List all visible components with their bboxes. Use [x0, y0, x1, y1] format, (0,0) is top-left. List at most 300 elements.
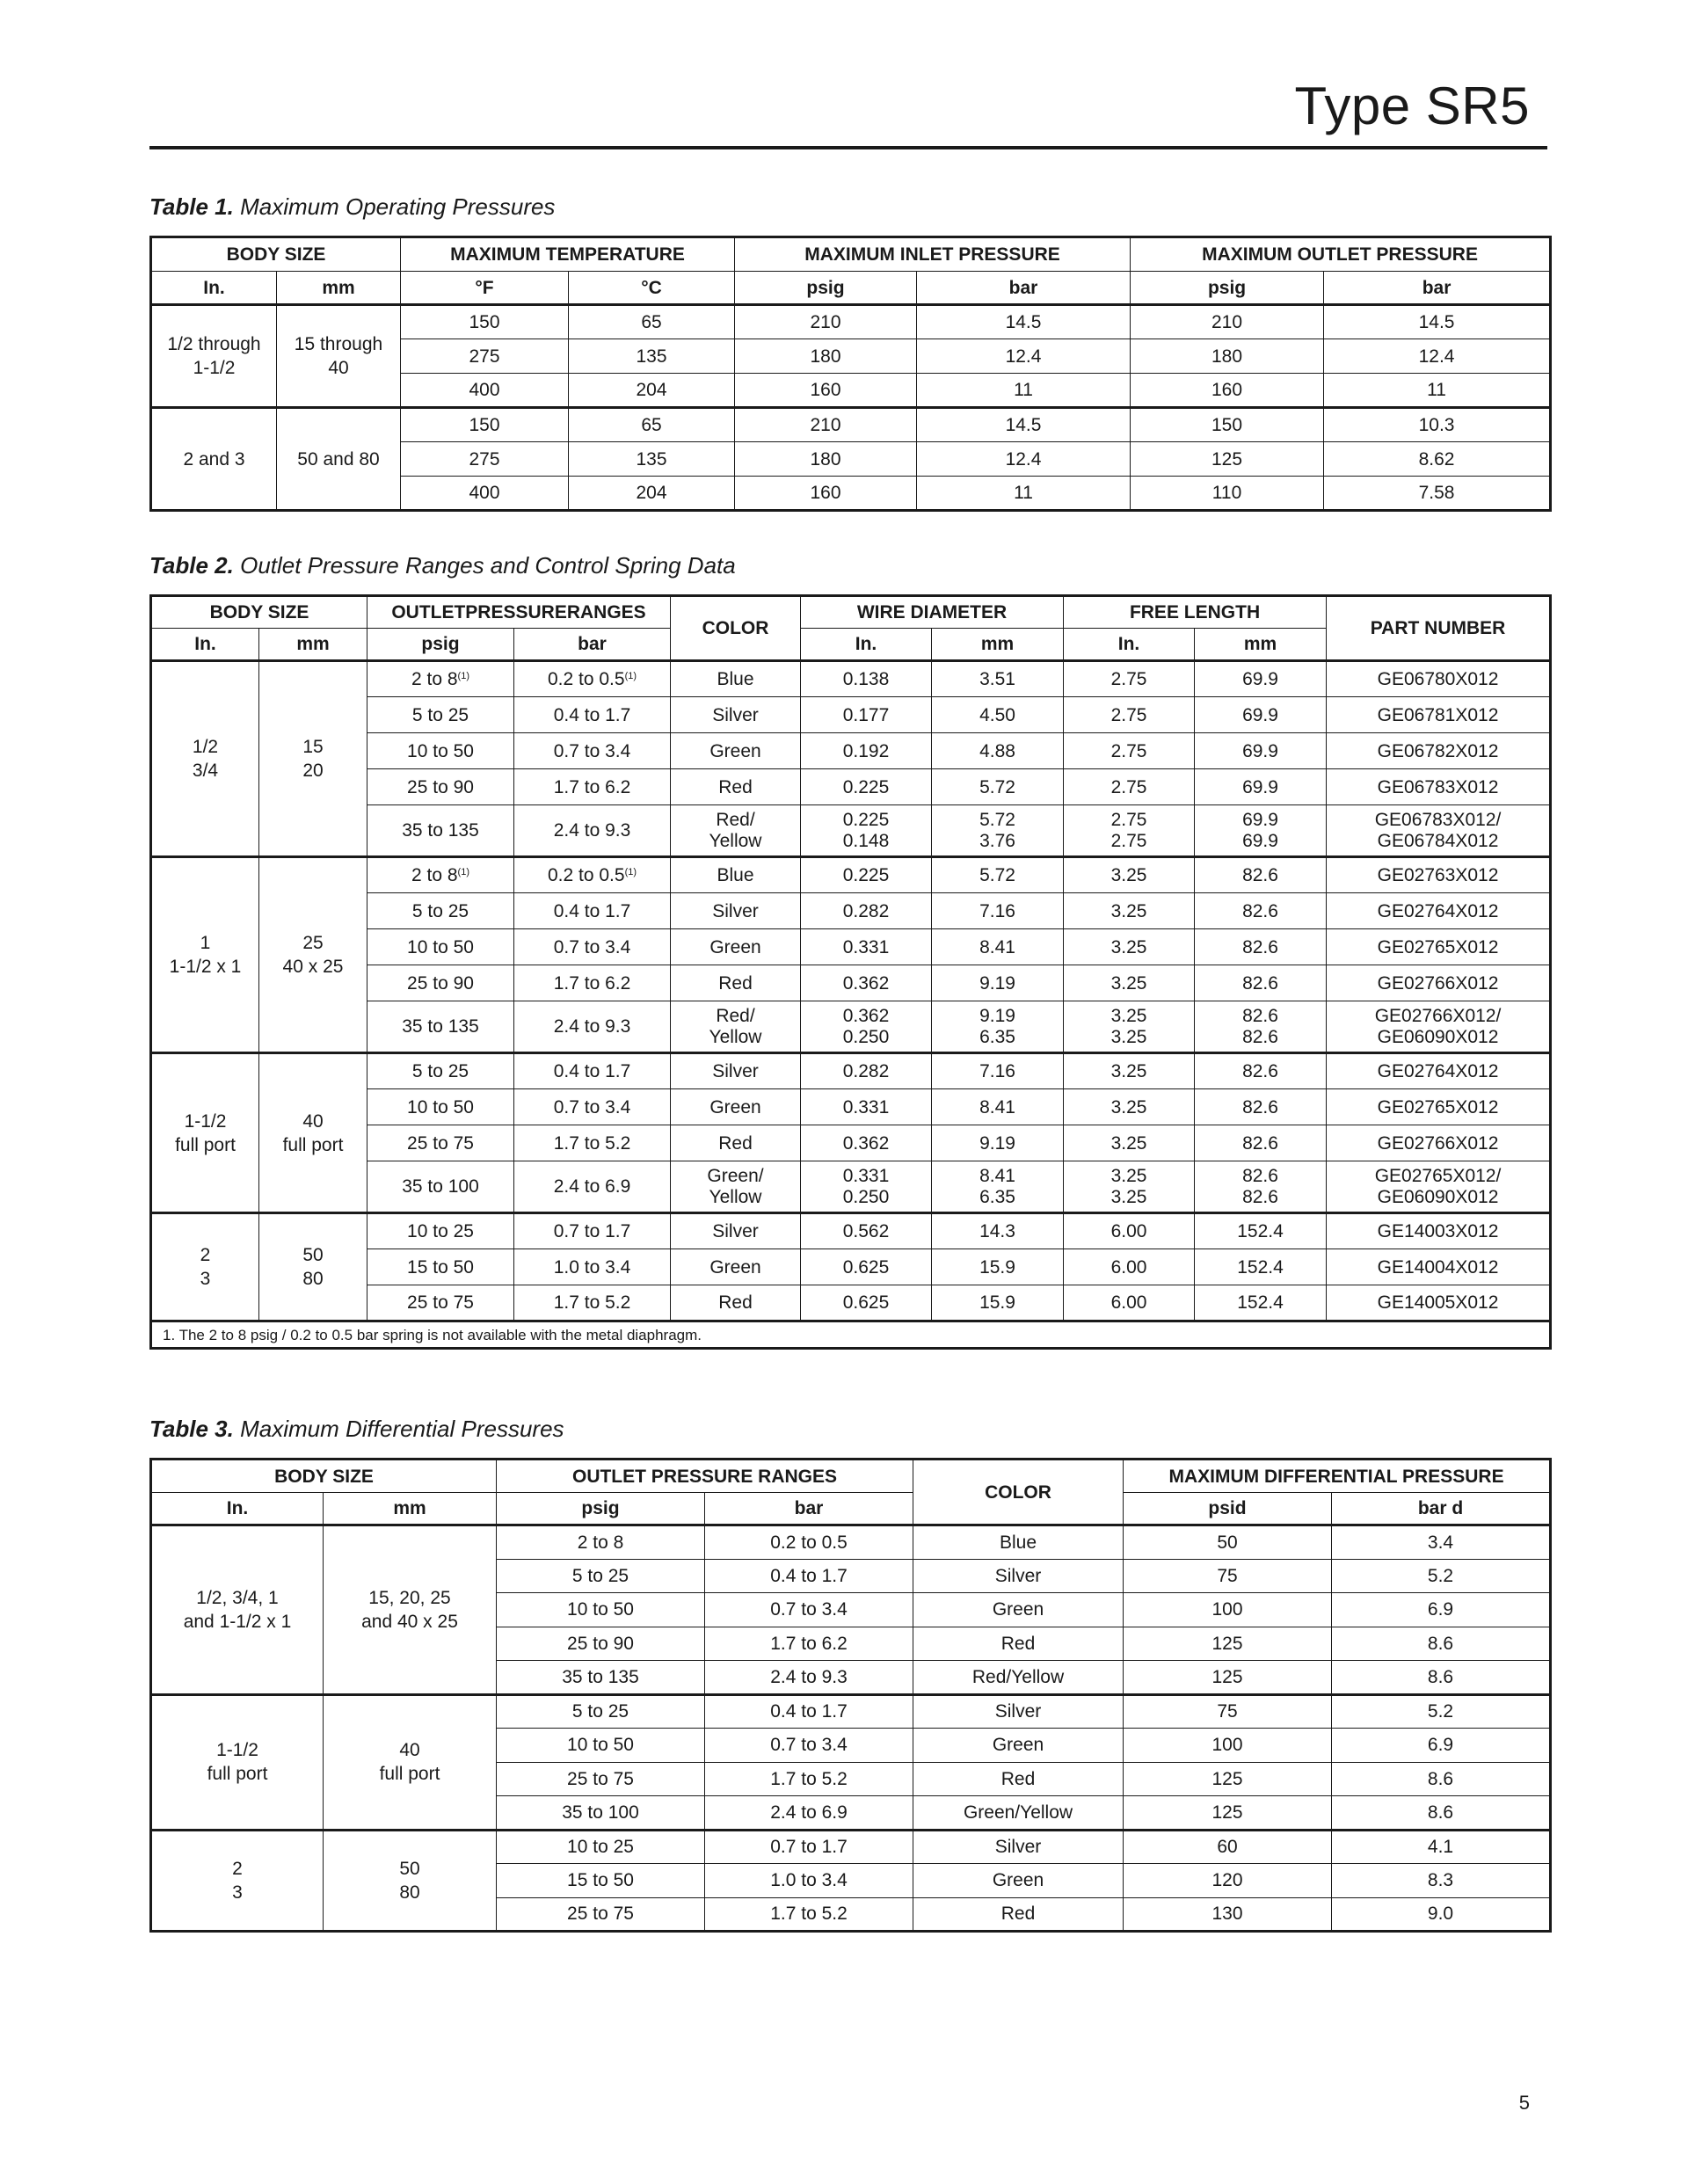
t2-cell-bar	[514, 965, 671, 1001]
t1-cell-temp-c: 204	[569, 374, 735, 408]
t1-cell-outlet-bar: 8.62	[1324, 442, 1551, 477]
t3-cell-bar: 2.4 to 6.9	[705, 1796, 913, 1831]
t2-cell-wire-mm-text: 9.19	[979, 1132, 1015, 1154]
t2-cell-wire-mm-text: 9.19 6.35	[979, 1005, 1015, 1047]
t2-cell-bar	[514, 805, 671, 857]
t2-cell-color	[671, 1125, 801, 1161]
t2-cell-color	[671, 769, 801, 805]
t2-unit-wire-in: In.	[801, 629, 932, 661]
t2-header-wire-diameter: WIRE DIAMETER	[801, 596, 1064, 629]
t1-cell-temp-c: 65	[569, 305, 735, 339]
t1-cell-inlet-bar: 14.5	[917, 408, 1131, 442]
t2-cell-part-number	[1327, 965, 1551, 1001]
t3-cell-color: Red/Yellow	[913, 1661, 1124, 1695]
t1-header-max-outlet-pressure: MAXIMUM OUTLET PRESSURE	[1131, 237, 1551, 272]
t2-cell-length-in	[1064, 1285, 1195, 1321]
t2-cell-color-text: Red/ Yellow	[709, 1005, 762, 1047]
t1-cell-outlet-psig: 110	[1131, 477, 1324, 511]
t1-cell-outlet-bar: 12.4	[1324, 339, 1551, 374]
t1-cell-temp-c: 65	[569, 408, 735, 442]
t2-cell-psig	[367, 965, 514, 1001]
t3-cell-bar: 1.7 to 6.2	[705, 1627, 913, 1661]
t3-cell-color: Green	[913, 1729, 1124, 1763]
t2-cell-bar-text: 2.4 to 9.3	[553, 1016, 631, 1037]
t2-cell-wire-mm-text: 4.50	[979, 704, 1015, 725]
t2-cell-length-mm	[1195, 1001, 1327, 1053]
t2-cell-wire-in-text: 0.138	[842, 669, 890, 689]
page-number: 5	[1518, 2092, 1530, 2114]
t2-cell-color	[671, 893, 801, 929]
t2-cell-length-mm-text: 69.9	[1242, 776, 1278, 797]
t1-cell-outlet-psig: 125	[1131, 442, 1324, 477]
t2-cell-wire-in-text: 0.177	[842, 704, 890, 725]
t3-cell-bar: 2.4 to 9.3	[705, 1661, 913, 1695]
t3-cell-psig: 10 to 25	[497, 1830, 705, 1864]
t2-cell-wire-in-text: 0.625	[842, 1292, 890, 1313]
t2-cell-part-number-text: GE14003X012	[1377, 1221, 1499, 1241]
t2-cell-part-number-text: GE02764X012	[1377, 900, 1499, 921]
t2-cell-color	[671, 929, 801, 965]
t3-cell-psid: 125	[1124, 1762, 1332, 1796]
t3-cell-psid: 60	[1124, 1830, 1332, 1864]
t2-cell-bar-text: 0.7 to 3.4	[553, 936, 631, 957]
footnote-marker: (1)	[624, 867, 637, 877]
t2-cell-wire-mm-text: 14.3	[979, 1221, 1015, 1241]
table2-outlet-pressure-ranges-spring-data	[149, 594, 1552, 1350]
t2-cell-wire-in	[801, 805, 932, 857]
t2-cell-length-in-text: 6.00	[1110, 1221, 1147, 1241]
t2-cell-wire-in	[801, 1249, 932, 1285]
t2-cell-wire-mm-text: 8.41	[979, 1096, 1015, 1117]
t2-body-size-in: 2 3	[151, 1213, 259, 1321]
t2-cell-length-in	[1064, 1249, 1195, 1285]
t2-cell-psig	[367, 1161, 514, 1213]
table1-title: Maximum Operating Pressures	[240, 193, 556, 220]
t2-cell-length-in	[1064, 857, 1195, 893]
table-row	[151, 1830, 1551, 1864]
t3-cell-psig: 25 to 75	[497, 1762, 705, 1796]
t2-cell-length-in-text: 2.75	[1110, 704, 1147, 725]
t1-cell-outlet-bar: 11	[1324, 374, 1551, 408]
t2-cell-wire-mm	[932, 1285, 1064, 1321]
t3-cell-color: Red	[913, 1897, 1124, 1932]
t2-cell-psig	[367, 769, 514, 805]
t3-cell-bar: 0.4 to 1.7	[705, 1694, 913, 1729]
table1-caption	[149, 193, 555, 221]
header-rule	[149, 146, 1547, 149]
t3-cell-color: Blue	[913, 1525, 1124, 1560]
t2-cell-length-mm	[1195, 1285, 1327, 1321]
t2-cell-length-in	[1064, 805, 1195, 857]
t2-cell-length-in-text: 3.25	[1110, 900, 1147, 921]
t2-cell-color-text: Green	[709, 740, 761, 761]
footnote-marker: (1)	[624, 671, 637, 681]
t2-cell-color	[671, 661, 801, 697]
t2-header-outlet-pressure-ranges: OUTLETPRESSURERANGES	[367, 596, 671, 629]
t2-cell-color-text: Green	[709, 936, 761, 957]
t2-cell-length-mm-text: 82.6	[1242, 936, 1278, 957]
t3-cell-bar-d: 9.0	[1332, 1897, 1551, 1932]
t2-cell-color	[671, 733, 801, 769]
t3-cell-bar-d: 6.9	[1332, 1593, 1551, 1627]
t2-cell-length-mm-text: 82.6 82.6	[1242, 1165, 1278, 1207]
t2-cell-wire-mm	[932, 1089, 1064, 1125]
t2-cell-part-number-text: GE02763X012	[1377, 865, 1499, 885]
t2-cell-part-number	[1327, 697, 1551, 733]
t3-cell-color: Green	[913, 1593, 1124, 1627]
t2-cell-color	[671, 965, 801, 1001]
t2-cell-length-mm-text: 82.6	[1242, 1096, 1278, 1117]
t2-cell-wire-in	[801, 929, 932, 965]
t1-cell-outlet-bar: 14.5	[1324, 305, 1551, 339]
t1-cell-temp-f: 400	[401, 477, 569, 511]
t2-cell-bar	[514, 929, 671, 965]
t2-cell-wire-mm	[932, 893, 1064, 929]
t1-body-size-in: 2 and 3	[151, 408, 277, 511]
document-title: Type SR5	[1294, 76, 1530, 135]
t2-cell-length-mm	[1195, 805, 1327, 857]
t2-cell-wire-mm-text: 7.16	[979, 1061, 1015, 1081]
t3-cell-color: Red	[913, 1762, 1124, 1796]
t3-body-size-in: 1/2, 3/4, 1 and 1-1/2 x 1	[151, 1525, 324, 1695]
t2-cell-psig-text: 35 to 100	[402, 1176, 479, 1197]
t2-cell-color	[671, 1053, 801, 1089]
t2-cell-color-text: Silver	[712, 1061, 759, 1081]
t2-cell-length-mm-text: 82.6	[1242, 900, 1278, 921]
t3-cell-color: Green/Yellow	[913, 1796, 1124, 1831]
t1-unit-outlet-psig: psig	[1131, 272, 1324, 305]
t2-cell-wire-in	[801, 893, 932, 929]
t2-cell-wire-in-text: 0.362	[842, 1132, 890, 1154]
t2-cell-length-in	[1064, 1001, 1195, 1053]
t2-cell-length-in-text: 3.25	[1110, 865, 1147, 885]
t2-cell-length-in-text: 3.25	[1110, 1096, 1147, 1117]
t2-cell-length-in-text: 6.00	[1110, 1256, 1147, 1278]
t2-cell-wire-mm-text: 5.72	[979, 776, 1015, 797]
t2-cell-bar-text: 1.7 to 6.2	[553, 972, 631, 994]
t1-unit-in: In.	[151, 272, 277, 305]
t3-cell-bar-d: 8.6	[1332, 1627, 1551, 1661]
t2-cell-length-mm	[1195, 1161, 1327, 1213]
t2-unit-in: In.	[151, 629, 259, 661]
t2-cell-length-mm	[1195, 697, 1327, 733]
t2-cell-bar	[514, 661, 671, 697]
t2-cell-color-text: Silver	[712, 900, 759, 921]
t2-cell-color	[671, 805, 801, 857]
t2-cell-wire-in	[801, 1125, 932, 1161]
t1-cell-inlet-bar: 14.5	[917, 305, 1131, 339]
t3-cell-psig: 15 to 50	[497, 1864, 705, 1898]
t2-cell-color-text: Red	[718, 776, 753, 797]
t2-cell-wire-in-text: 0.362 0.250	[842, 1005, 890, 1047]
t2-cell-part-number-text: GE06783X012	[1377, 776, 1499, 797]
t1-unit-c: °C	[569, 272, 735, 305]
t2-cell-psig-text: 15 to 50	[407, 1256, 474, 1278]
t3-cell-psig: 2 to 8	[497, 1525, 705, 1560]
t2-cell-length-mm	[1195, 661, 1327, 697]
table3-maximum-differential-pressures	[149, 1458, 1552, 1933]
t1-cell-temp-c: 204	[569, 477, 735, 511]
t2-cell-bar	[514, 1213, 671, 1249]
t2-cell-wire-mm-text: 5.72	[979, 865, 1015, 885]
t2-cell-length-mm	[1195, 965, 1327, 1001]
t2-cell-wire-in-text: 0.225	[842, 776, 890, 797]
t2-header-body-size: BODY SIZE	[151, 596, 367, 629]
t2-cell-length-mm-text: 69.9	[1242, 669, 1278, 689]
t2-cell-color-text: Green/ Yellow	[707, 1165, 764, 1207]
t2-unit-mm: mm	[259, 629, 367, 661]
t3-cell-psid: 130	[1124, 1897, 1332, 1932]
t2-cell-part-number	[1327, 929, 1551, 965]
t2-cell-part-number-text: GE06780X012	[1377, 669, 1499, 689]
t2-cell-psig-text: 25 to 90	[407, 972, 474, 994]
t2-body-size-in: 1 1-1/2 x 1	[151, 857, 259, 1053]
t2-cell-wire-mm	[932, 805, 1064, 857]
t1-unit-f: °F	[401, 272, 569, 305]
t3-unit-psig: psig	[497, 1493, 705, 1525]
t2-cell-bar	[514, 769, 671, 805]
t2-cell-length-mm	[1195, 1053, 1327, 1089]
t2-cell-wire-in	[801, 1285, 932, 1321]
t2-cell-wire-in	[801, 1089, 932, 1125]
t2-cell-length-mm	[1195, 769, 1327, 805]
t1-cell-inlet-bar: 12.4	[917, 442, 1131, 477]
t2-cell-length-mm	[1195, 733, 1327, 769]
t1-body-size-in: 1/2 through 1-1/2	[151, 305, 277, 408]
t2-cell-bar	[514, 857, 671, 893]
t1-cell-inlet-bar: 11	[917, 374, 1131, 408]
t2-cell-part-number	[1327, 661, 1551, 697]
t2-cell-length-in	[1064, 1125, 1195, 1161]
t2-cell-length-mm	[1195, 929, 1327, 965]
t2-cell-psig-text: 35 to 135	[402, 819, 479, 841]
t2-cell-length-in-text: 6.00	[1110, 1292, 1147, 1313]
t2-cell-bar	[514, 1161, 671, 1213]
t2-cell-wire-mm	[932, 661, 1064, 697]
t2-cell-psig-text: 5 to 25	[411, 1061, 469, 1081]
t2-cell-wire-mm-text: 4.88	[979, 740, 1015, 761]
t1-cell-temp-f: 400	[401, 374, 569, 408]
t2-cell-length-in	[1064, 1053, 1195, 1089]
table3-caption	[149, 1416, 564, 1443]
t2-cell-part-number-text: GE06782X012	[1377, 740, 1499, 761]
t2-cell-length-in-text: 3.25	[1110, 936, 1147, 957]
t3-cell-psig: 25 to 75	[497, 1897, 705, 1932]
t2-cell-part-number-text: GE06783X012/ GE06784X012	[1374, 809, 1502, 851]
t2-cell-psig-text: 5 to 25	[411, 704, 469, 725]
t2-cell-wire-in-text: 0.282	[842, 1061, 890, 1081]
t3-cell-psid: 100	[1124, 1593, 1332, 1627]
t2-body-size-mm: 15 20	[259, 661, 367, 857]
t2-header-free-length: FREE LENGTH	[1064, 596, 1327, 629]
t2-cell-wire-in	[801, 697, 932, 733]
t2-cell-psig-text: 5 to 25	[411, 900, 469, 921]
t2-cell-wire-in	[801, 769, 932, 805]
t2-cell-part-number	[1327, 1213, 1551, 1249]
t2-cell-wire-mm	[932, 857, 1064, 893]
t2-cell-wire-in	[801, 1001, 932, 1053]
t2-cell-wire-in-text: 0.625	[842, 1256, 890, 1278]
t2-body-size-mm: 50 80	[259, 1213, 367, 1321]
t2-cell-bar	[514, 1249, 671, 1285]
t2-cell-wire-mm	[932, 965, 1064, 1001]
t2-cell-wire-mm-text: 15.9	[979, 1256, 1015, 1278]
t2-cell-color-text: Green	[709, 1256, 761, 1278]
t3-body-size-mm: 15, 20, 25 and 40 x 25	[324, 1525, 497, 1695]
t1-body-size-mm: 50 and 80	[277, 408, 401, 511]
t2-cell-wire-in	[801, 733, 932, 769]
t2-cell-length-in-text: 2.75 2.75	[1110, 809, 1147, 851]
t2-cell-bar-text: 0.7 to 1.7	[553, 1221, 631, 1241]
t2-cell-length-mm-text: 152.4	[1237, 1292, 1284, 1313]
t2-cell-psig	[367, 893, 514, 929]
t2-cell-wire-in-text: 0.192	[842, 740, 890, 761]
t1-cell-temp-c: 135	[569, 442, 735, 477]
t2-cell-wire-mm	[932, 1249, 1064, 1285]
t2-cell-psig	[367, 1285, 514, 1321]
t3-body-size-mm: 50 80	[324, 1830, 497, 1932]
t2-cell-length-in-text: 2.75	[1110, 740, 1147, 761]
t2-cell-wire-in	[801, 661, 932, 697]
t1-header-max-temperature: MAXIMUM TEMPERATURE	[401, 237, 735, 272]
t2-cell-part-number-text: GE02765X012/ GE06090X012	[1374, 1165, 1502, 1207]
table-row	[151, 1053, 1551, 1089]
t2-cell-psig	[367, 733, 514, 769]
t2-cell-psig-text: 35 to 135	[402, 1016, 479, 1037]
t3-cell-psig: 35 to 100	[497, 1796, 705, 1831]
t2-cell-wire-in	[801, 965, 932, 1001]
t2-cell-part-number	[1327, 1053, 1551, 1089]
t3-cell-color: Silver	[913, 1830, 1124, 1864]
table2-caption	[149, 552, 736, 579]
t2-cell-length-in	[1064, 697, 1195, 733]
t2-cell-wire-in	[801, 1053, 932, 1089]
t2-cell-bar-text: 1.7 to 5.2	[553, 1292, 631, 1313]
t2-cell-bar-text: 1.0 to 3.4	[553, 1256, 631, 1278]
t2-cell-length-in	[1064, 893, 1195, 929]
t2-cell-part-number	[1327, 857, 1551, 893]
t3-cell-color: Green	[913, 1864, 1124, 1898]
t2-cell-bar	[514, 1285, 671, 1321]
t1-cell-outlet-psig: 180	[1131, 339, 1324, 374]
t3-unit-psid: psid	[1124, 1493, 1332, 1525]
t3-cell-bar-d: 3.4	[1332, 1525, 1551, 1560]
t2-cell-bar	[514, 1089, 671, 1125]
t2-cell-part-number	[1327, 805, 1551, 857]
t3-cell-psid: 125	[1124, 1796, 1332, 1831]
t3-cell-color: Silver	[913, 1694, 1124, 1729]
t2-cell-psig-text: 2 to 8	[411, 865, 458, 885]
t3-cell-bar: 0.7 to 1.7	[705, 1830, 913, 1864]
t1-unit-inlet-psig: psig	[735, 272, 917, 305]
t2-cell-length-mm-text: 69.9	[1242, 704, 1278, 725]
t2-cell-color	[671, 1089, 801, 1125]
t3-cell-psig: 25 to 90	[497, 1627, 705, 1661]
t2-cell-part-number	[1327, 1125, 1551, 1161]
t2-cell-wire-mm-text: 8.41	[979, 936, 1015, 957]
t1-unit-outlet-bar: bar	[1324, 272, 1551, 305]
table-row	[151, 1525, 1551, 1560]
t2-cell-color-text: Blue	[717, 669, 754, 689]
t1-unit-inlet-bar: bar	[917, 272, 1131, 305]
t3-cell-psig: 35 to 135	[497, 1661, 705, 1695]
t1-cell-inlet-bar: 11	[917, 477, 1131, 511]
t2-cell-bar	[514, 1125, 671, 1161]
t2-cell-length-in	[1064, 1161, 1195, 1213]
t2-cell-bar-text: 0.7 to 3.4	[553, 1096, 631, 1117]
t1-cell-inlet-psig: 160	[735, 374, 917, 408]
table-row	[151, 857, 1551, 893]
t3-cell-bar: 0.7 to 3.4	[705, 1593, 913, 1627]
t2-cell-part-number-text: GE02765X012	[1377, 936, 1499, 957]
t2-cell-wire-in	[801, 1213, 932, 1249]
t2-cell-part-number	[1327, 733, 1551, 769]
t2-unit-bar: bar	[514, 629, 671, 661]
t2-cell-length-mm-text: 82.6	[1242, 1132, 1278, 1154]
t3-cell-bar-d: 8.6	[1332, 1762, 1551, 1796]
t3-cell-bar-d: 4.1	[1332, 1830, 1551, 1864]
t1-cell-inlet-psig: 180	[735, 442, 917, 477]
t2-unit-wire-mm: mm	[932, 629, 1064, 661]
t2-cell-wire-mm-text: 3.51	[979, 669, 1015, 689]
t2-header-part-number: PART NUMBER	[1327, 596, 1551, 661]
t1-cell-outlet-psig: 160	[1131, 374, 1324, 408]
t2-cell-length-mm	[1195, 1125, 1327, 1161]
t1-cell-inlet-psig: 180	[735, 339, 917, 374]
t2-cell-color-text: Green	[709, 1096, 761, 1117]
t2-cell-part-number-text: GE02766X012	[1377, 972, 1499, 994]
t3-unit-bar-d: bar d	[1332, 1493, 1551, 1525]
table-row	[151, 408, 1551, 442]
t2-cell-wire-mm	[932, 1213, 1064, 1249]
t2-cell-length-mm-text: 82.6	[1242, 865, 1278, 885]
t2-cell-psig	[367, 1249, 514, 1285]
t3-cell-bar-d: 8.6	[1332, 1661, 1551, 1695]
t3-cell-bar-d: 5.2	[1332, 1694, 1551, 1729]
t2-body-size-in: 1-1/2 full port	[151, 1053, 259, 1213]
t2-cell-part-number-text: GE14004X012	[1377, 1256, 1499, 1278]
t2-cell-color-text: Red	[718, 1132, 753, 1154]
t2-cell-wire-mm-text: 8.41 6.35	[979, 1165, 1015, 1207]
t2-cell-color-text: Silver	[712, 704, 759, 725]
t2-cell-wire-mm-text: 9.19	[979, 972, 1015, 994]
t2-cell-psig-text: 25 to 75	[407, 1132, 474, 1154]
t2-body-size-in: 1/2 3/4	[151, 661, 259, 857]
t2-cell-color	[671, 1249, 801, 1285]
t3-cell-bar-d: 8.3	[1332, 1864, 1551, 1898]
t2-cell-bar-text: 0.4 to 1.7	[553, 1061, 631, 1081]
t2-cell-color-text: Red	[718, 972, 753, 994]
t2-unit-length-mm: mm	[1195, 629, 1327, 661]
t3-body-size-mm: 40 full port	[324, 1694, 497, 1830]
t3-cell-bar-d: 6.9	[1332, 1729, 1551, 1763]
t3-cell-psig: 5 to 25	[497, 1694, 705, 1729]
t3-cell-psig: 10 to 50	[497, 1729, 705, 1763]
t3-cell-psid: 50	[1124, 1525, 1332, 1560]
t2-cell-psig	[367, 857, 514, 893]
t2-cell-psig-text: 10 to 50	[407, 740, 474, 761]
t2-cell-bar-text: 2.4 to 6.9	[553, 1176, 631, 1197]
t2-cell-length-in-text: 3.25	[1110, 1061, 1147, 1081]
t2-cell-part-number	[1327, 1285, 1551, 1321]
t1-cell-temp-f: 275	[401, 339, 569, 374]
table3-label: Table 3.	[149, 1416, 234, 1442]
footnote-row	[151, 1321, 1551, 1349]
t1-cell-inlet-psig: 210	[735, 408, 917, 442]
t2-cell-bar-text: 0.4 to 1.7	[553, 704, 631, 725]
t2-cell-wire-mm	[932, 1125, 1064, 1161]
footnote-marker: (1)	[457, 671, 469, 681]
